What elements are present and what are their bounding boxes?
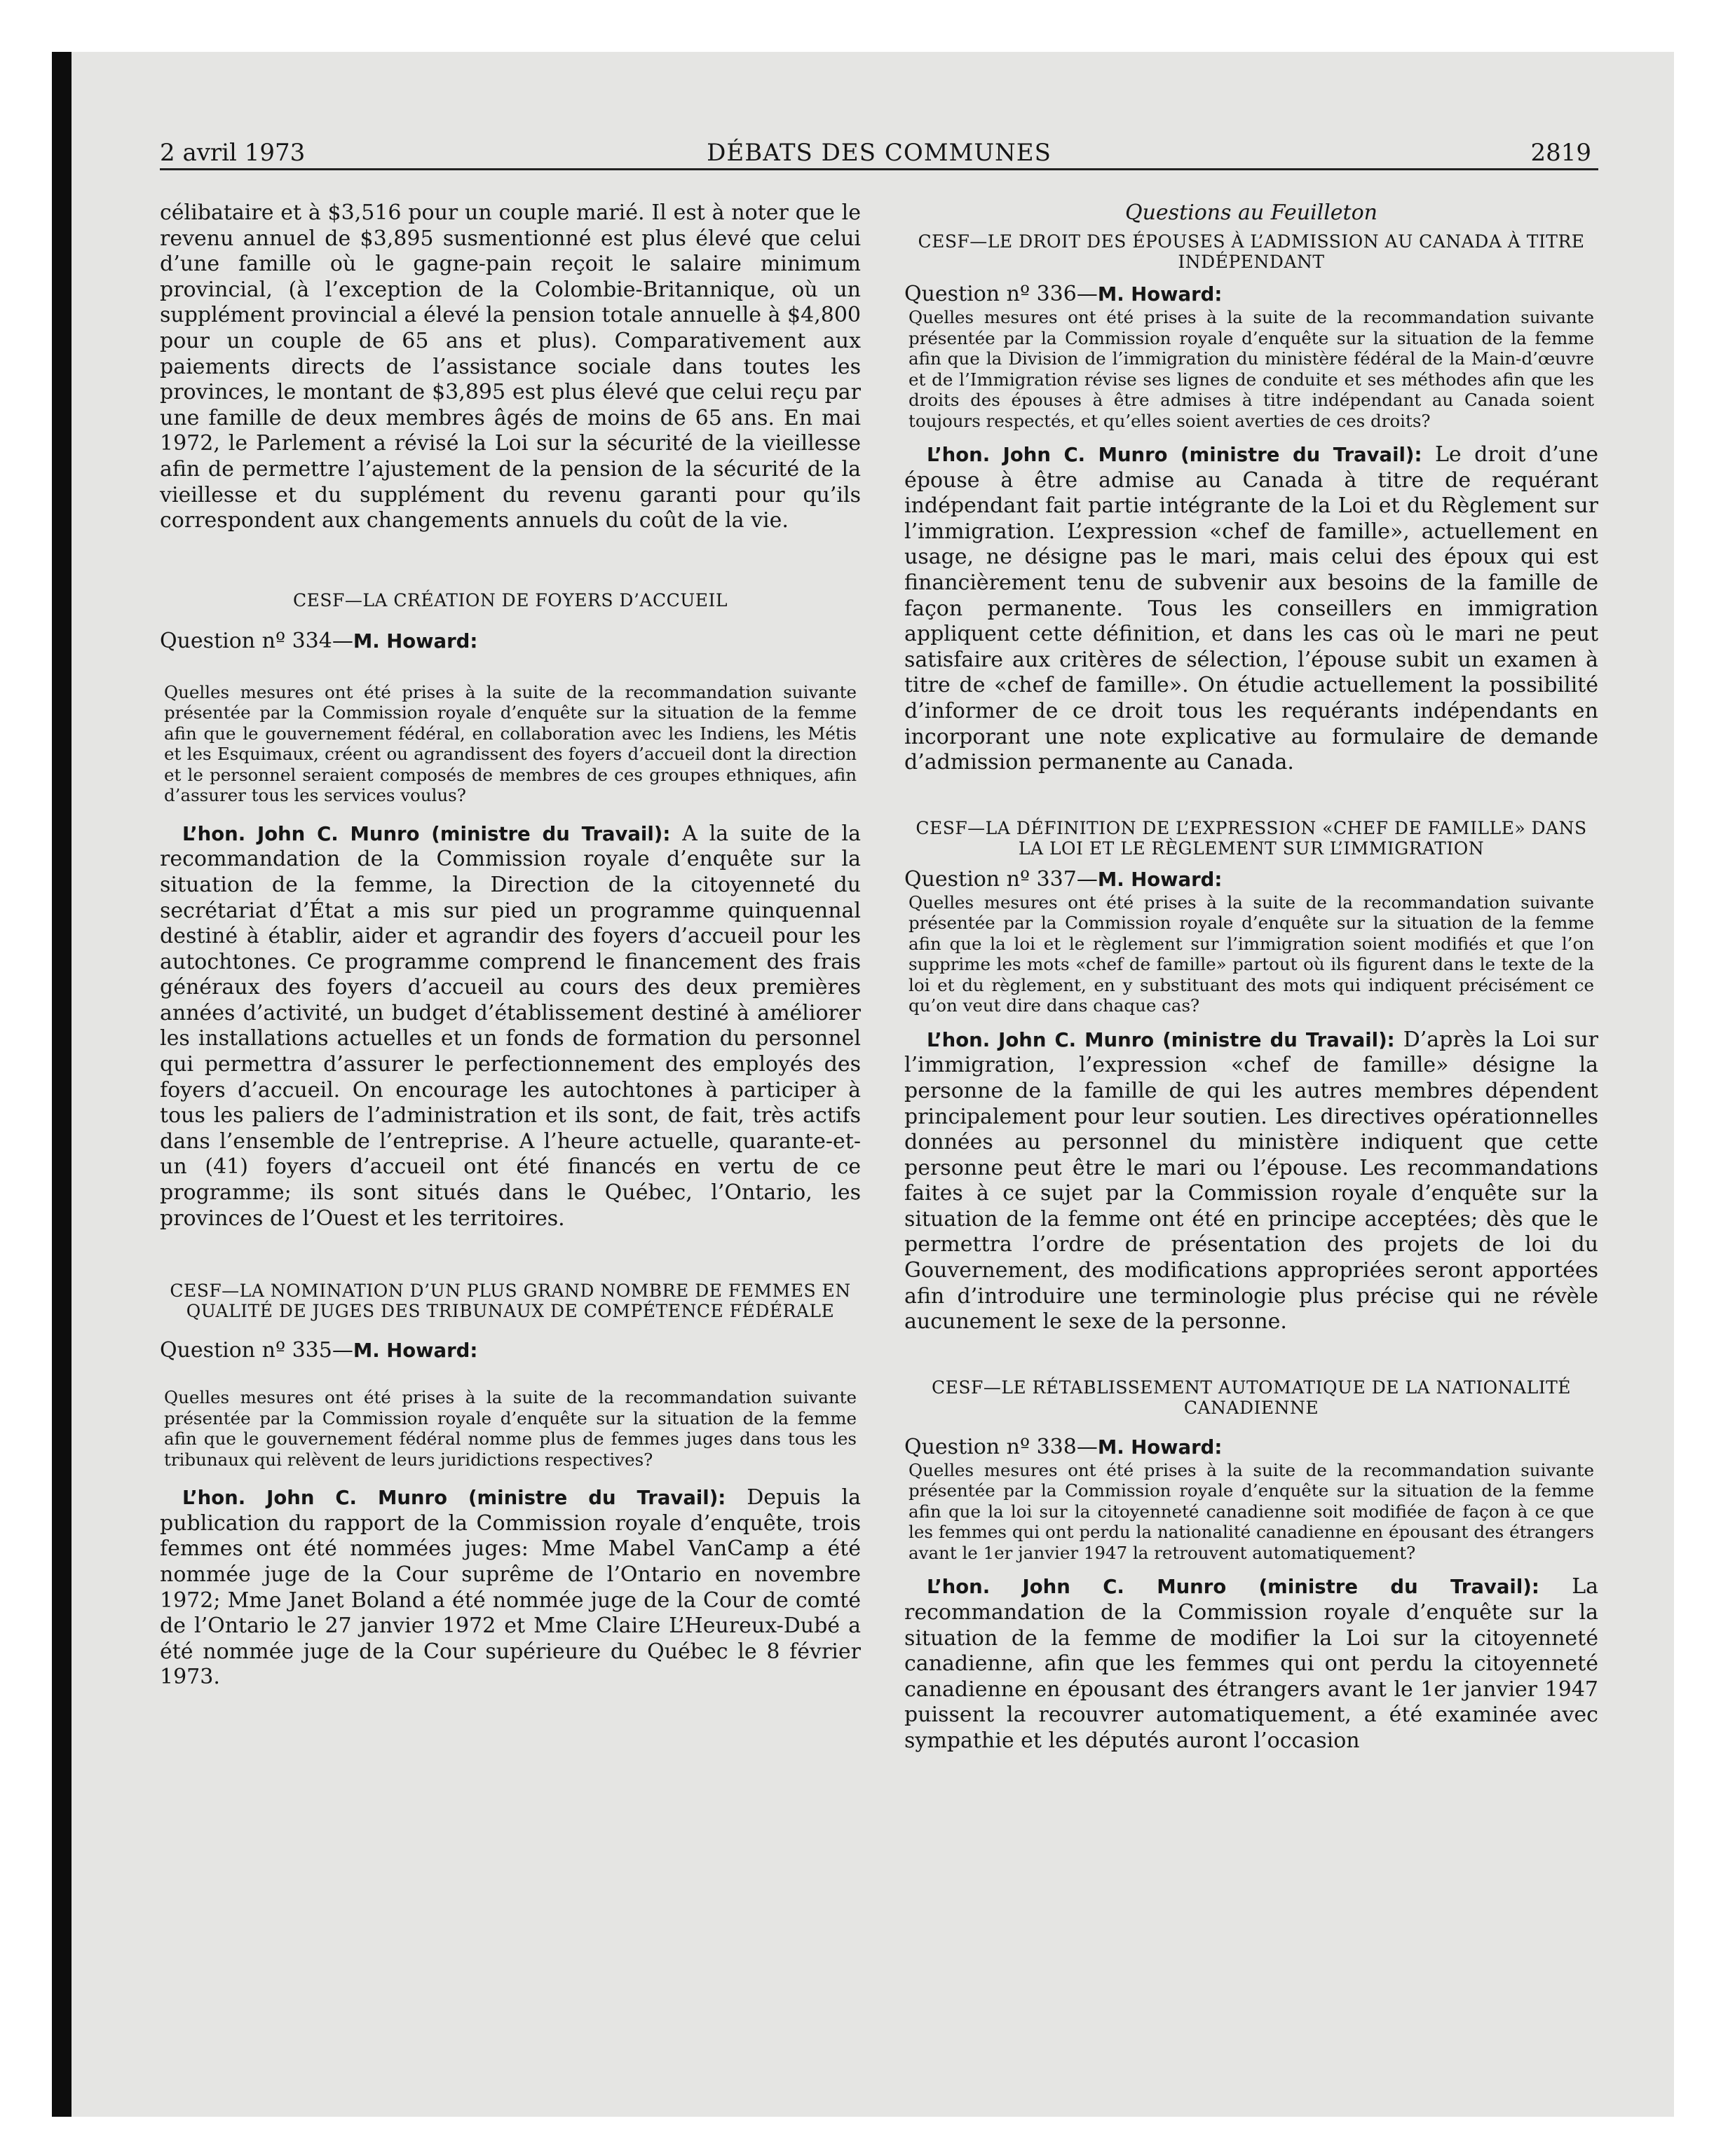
answer-text: D’après la Loi sur l’immigration, l’expression «chef de famille» désigne la personne de la famille de qui les autres membres dépendent principalement pour leur soutien. Les directives opérationnelles données au personnel du ministère indiquent que cette personne peut être le mari ou l’épouse. Les recommandations faites à ce sujet par la Commission royale d’enquête sur la situation de la femme ont été en principe acceptées; dès que le permettra l’ordre de présentation des projets de loi du Gouvernement, des modifications appropriées seront apportées afin d’introduire une terminologie plus précise qui ne révèle aucunement le sexe de la personne.: [904, 1027, 1598, 1335]
answer-334: [160, 821, 861, 1232]
question-334: [160, 629, 861, 654]
answer-text: Depuis la publication du rapport de la Commission royale d’enquête, trois femmes ont été nommées juges: Mme Mabel VanCamp a été nommée juge de la Cour suprême de l’Ontario en novembre 1972; Mme Janet Boland a été nommée juge de la Cour de comté de l’Ontario le 27 janvier 1972 et Mme Claire L’Heureux-Dubé a été nommée juge de la Cour supérieure du Québec le 8 février 1973.: [160, 1485, 861, 1690]
question-text-336: Quelles mesures ont été prises à la suite de la recommandation suivante présentée par la Commission royale d’enquête sur la situation de la femme afin que la Division de l’immigration du ministère fédéral de la Main-d’œuvre et de l’Immigration révise ses lignes de conduite et ses méthodes afin que les droits des épouses à être admises à titre indépendant au Canada soient toujours respectés, et qu’elles soient averties de ces droits?: [909, 307, 1594, 431]
question-338: [904, 1435, 1598, 1460]
section-heading-336: CESF—LE DROIT DES ÉPOUSES À L’ADMISSION AU CANADA À TITRE INDÉPENDANT: [918, 231, 1585, 272]
answer-text: A la suite de la recommandation de la Commission royale d’enquête sur la situation de la femme, la Direction de la citoyenneté du secrétariat d’État a mis sur pied un programme quinquennal destiné à établir, aider et agrandir des foyers d’accueil pour les autochtones. Ce programme comprend le financement des frais généraux des foyers d’accueil au cours des deux premières années d’activité, un budget d’établissement destiné à améliorer les installations actuelles et un fonds de formation du personnel qui permettra d’assurer le perfectionnement des employés des foyers d’accueil. On encourage les autochtones à participer à tous les paliers de l’administration et ils sont, de fait, très actifs dans l’ensemble de l’entreprise. A l’heure actuelle, quarante-et-un (41) foyers d’accueil ont été financés en vertu de ce programme; ils sont situés dans le Québec, l’Ontario, les provinces de l’Ouest et les territoires.: [160, 821, 861, 1231]
speaker-name: L’hon. John C. Munro (ministre du Travail):: [182, 1487, 726, 1510]
question-asker: M. Howard:: [353, 1339, 478, 1363]
right-column: [904, 200, 1598, 1754]
answer-text: La recommandation de la Commission royale d’enquête sur la situation de la femme de modifier la Loi sur la citoyenneté canadienne, afin que les femmes qui ont perdu la citoyenneté canadienne en épousant des étrangers avant le 1er janvier 1947 puissent la recouvrer automatiquement, a été examinée avec sympathie et les députés auront l’occasion: [904, 1574, 1598, 1753]
answer-335: [160, 1485, 861, 1691]
question-asker: M. Howard:: [353, 629, 478, 653]
page-number: 2819: [1530, 139, 1591, 167]
answer-337: [904, 1028, 1598, 1335]
question-text-337: Quelles mesures ont été prises à la suite de la recommandation suivante présentée par la Commission royale d’enquête sur la situation de la femme afin que la loi et le règlement sur l’immigration soient modifiés et que l’on supprime les mots «chef de famille» partout où ils figurent dans le texte de la loi et du règlement, en y substituant des mots qui indiquent précisément ce qu’on veut dire dans chaque cas?: [909, 892, 1594, 1016]
answer-336: [904, 442, 1598, 776]
section-heading-334: CESF—LA CRÉATION DE FOYERS D’ACCUEIL: [292, 589, 728, 610]
section-heading-338: CESF—LE RÉTABLISSEMENT AUTOMATIQUE DE LA NATIONALITÉ CANADIENNE: [931, 1377, 1571, 1418]
question-text-335: Quelles mesures ont été prises à la suite de la recommandation suivante présentée par la Commission royale d’enquête sur la situation de la femme afin que le gouvernement fédéral nomme plus de femmes juges dans tous les tribunaux qui relèvent de leurs juridictions respectives?: [164, 1387, 857, 1470]
header-title: DÉBATS DES COMMUNES: [707, 139, 1052, 167]
scan-border: [52, 52, 72, 2117]
header-rule: [160, 168, 1598, 170]
header-date: 2 avril 1973: [160, 139, 306, 167]
answer-text: Le droit d’une épouse à être admise au Canada à titre de requérant indépendant fait partie intégrante de la Loi et du Règlement sur l’immigration. L’expression «chef de famille», actuellement en usage, ne désigne pas le mari, mais celui des époux qui est financièrement tenu de subvenir aux besoins de la famille de façon permanente. Tous les conseillers en immigration appliquent cette définition, et dans les cas où le mari ne peut satisfaire aux critères de sélection, l’épouse subit un examen à titre de «chef de famille». On étudie actuellement la possibilité d’informer de ce droit tous les requérants indépendants en incorporant une note explicative au formulaire de demande d’admission permanente au Canada.: [904, 442, 1598, 775]
question-asker: M. Howard:: [1097, 868, 1223, 891]
section-kicker: Questions au Feuilleton: [1125, 200, 1377, 225]
page-header: [160, 137, 1598, 168]
question-label: Question nº 335—: [160, 1338, 353, 1363]
question-335: [160, 1338, 861, 1363]
speaker-name: L’hon. John C. Munro (ministre du Travail):: [927, 444, 1422, 466]
question-label: Question nº 338—: [904, 1434, 1098, 1459]
section-heading-335: CESF—LA NOMINATION D’UN PLUS GRAND NOMBRE DE FEMMES EN QUALITÉ DE JUGES DES TRIBUNAUX DE COMPÉTENCE FÉDÉRALE: [170, 1281, 851, 1322]
question-asker: M. Howard:: [1097, 1435, 1223, 1459]
speaker-name: L’hon. John C. Munro (ministre du Travail):: [927, 1028, 1395, 1051]
question-label: Question nº 334—: [160, 628, 353, 653]
answer-338: [904, 1574, 1598, 1754]
question-337: [904, 867, 1598, 892]
question-asker: M. Howard:: [1097, 283, 1223, 306]
speaker-name: L’hon. John C. Munro (ministre du Travail):: [927, 1576, 1539, 1599]
section-heading-337: CESF—LA DÉFINITION DE L’EXPRESSION «CHEF DE FAMILLE» DANS LA LOI ET LE RÈGLEMENT SUR L’IMMIGRATION: [916, 817, 1587, 859]
speaker-name: L’hon. John C. Munro (ministre du Travail):: [182, 822, 671, 845]
question-label: Question nº 336—: [904, 282, 1098, 306]
question-label: Question nº 337—: [904, 866, 1098, 892]
continuation-paragraph: célibataire et à $3,516 pour un couple marié. Il est à noter que le revenu annuel de $3,895 susmentionné est plus élevé que celui d’une famille où le gagne-pain reçoit le salaire minimum provincial, (à l’exception de la Colombie-Britannique, où un supplément provincial a élevé la pension totale annuelle à $4,800 pour un couple de 65 ans et plus). Comparativement aux paiements directs de l’assistance sociale dans toutes les provinces, le montant de $3,895 est plus élevé que celui reçu par une famille de deux membres âgés de moins de 65 ans. En mai 1972, le Parlement a révisé la Loi sur la sécurité de la vieillesse afin de permettre l’ajustement de la pension de la sécurité de la vieillesse et du supplément du revenu garanti pour qu’ils correspondent aux changements annuels du coût de la vie.: [160, 200, 861, 533]
question-text-334: Quelles mesures ont été prises à la suite de la recommandation suivante présentée par la Commission royale d’enquête sur la situation de la femme afin que le gouvernement fédéral, en collaboration avec les Indiens, les Métis et les Esquimaux, créent ou agrandissent des foyers d’accueil dont la direction et le personnel seraient composés de membres de ces groupes ethniques, afin d’assurer tous les services voulus?: [164, 681, 857, 806]
question-336: [904, 282, 1598, 307]
question-text-338: Quelles mesures ont été prises à la suite de la recommandation suivante présentée par la Commission royale d’enquête sur la situation de la femme afin que la loi sur la citoyenneté canadienne soit modifiée de façon à ce que les femmes qui ont perdu la nationalité canadienne en épousant des étrangers avant le 1er janvier 1947 la retrouvent automatiquement?: [909, 1459, 1594, 1563]
left-column: [160, 200, 861, 1691]
